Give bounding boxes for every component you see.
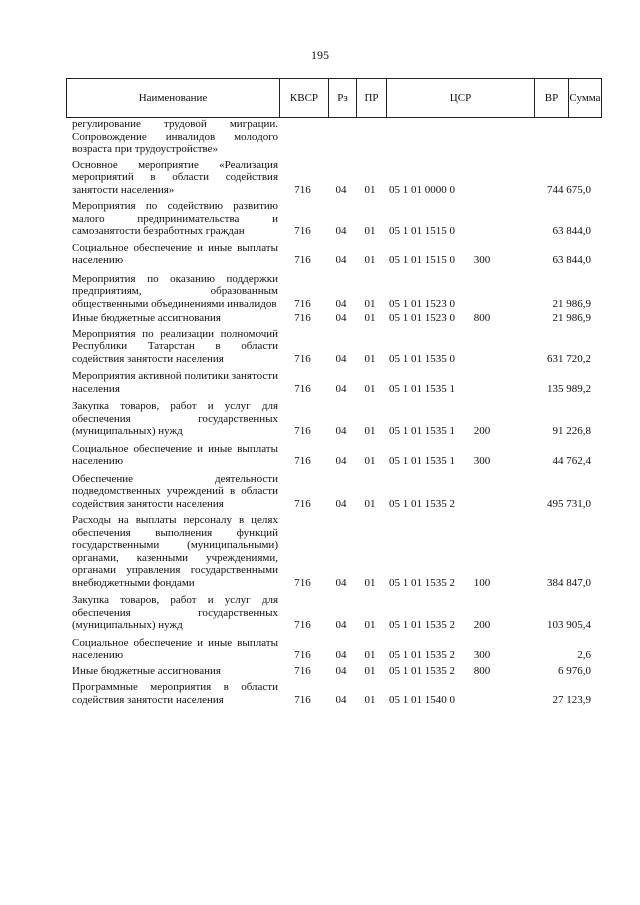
table-row: [66, 400, 602, 438]
row-sum: 135 989,2: [547, 382, 591, 395]
row-sum: 21 986,9: [552, 312, 591, 324]
header-pr: ПР: [356, 79, 386, 117]
row-sum: 495 731,0: [547, 497, 591, 510]
row-vr: 100: [473, 576, 491, 589]
table-body: [66, 118, 602, 706]
row-rz: 04: [335, 497, 347, 510]
row-csr: 05 1 01 1535 0: [389, 352, 455, 365]
row-vr: 200: [473, 425, 491, 437]
row-kvsr: 716: [294, 455, 311, 467]
row-pr: 01: [364, 254, 376, 266]
row-csr: 05 1 01 1535 2: [389, 619, 455, 631]
row-vr: 800: [473, 664, 491, 677]
row-pr: 01: [364, 352, 376, 365]
row-sum: 384 847,0: [547, 576, 591, 589]
row-rz: 04: [335, 425, 347, 437]
row-sum: 6 976,0: [558, 664, 591, 677]
row-kvsr: 716: [294, 312, 311, 324]
row-name: Иные бюджетные ассигнования: [72, 312, 221, 324]
row-name: Социальное обеспечение и иные выплаты населению: [72, 442, 278, 467]
row-name: Мероприятия активной политики занятости населения: [72, 370, 278, 395]
row-name: Расходы на выплаты персоналу в целях обеспечения выполнения функций государственными (муниципальными) органами, казенными учреждениями, органами управления государственными внебюджетными фондами: [72, 514, 278, 589]
row-rz: 04: [335, 312, 347, 324]
row-kvsr: 716: [294, 693, 311, 706]
table-row: [66, 665, 602, 678]
row-rz: 04: [335, 455, 347, 467]
row-pr: 01: [364, 664, 376, 677]
row-csr: 05 1 01 1535 2: [389, 649, 455, 661]
row-csr: 05 1 01 1535 2: [389, 576, 455, 589]
row-kvsr: 716: [294, 254, 311, 266]
row-name: Мероприятия по реализации полномочий Республики Татарстан в области содействия занятости населения: [72, 327, 278, 365]
table-row: [66, 370, 602, 395]
row-vr: 300: [473, 455, 491, 467]
table-row: [66, 159, 602, 197]
header-csr: ЦСР: [386, 79, 534, 117]
row-csr: 05 1 01 1535 2: [389, 664, 455, 677]
row-rz: 04: [335, 352, 347, 365]
row-sum: 91 226,8: [552, 425, 591, 437]
row-kvsr: 716: [294, 352, 311, 365]
table-row: [66, 443, 602, 468]
row-vr: 800: [473, 312, 491, 324]
table-row: [66, 514, 602, 589]
row-sum: 103 905,4: [547, 619, 591, 631]
row-rz: 04: [335, 649, 347, 661]
row-vr: 200: [473, 619, 491, 631]
header-kvsr: КВСР: [279, 79, 328, 117]
row-rz: 04: [335, 183, 347, 196]
row-name: Социальное обеспечение и иные выплаты населению: [72, 636, 278, 661]
row-kvsr: 716: [294, 619, 311, 631]
row-name: Мероприятия по содействию развитию малого предпринимательства и самозанятости безработных граждан: [72, 200, 278, 237]
row-rz: 04: [335, 619, 347, 631]
row-kvsr: 716: [294, 664, 311, 677]
table-row: [66, 242, 602, 267]
row-rz: 04: [335, 382, 347, 395]
row-sum: 2,6: [577, 649, 591, 661]
row-sum: 44 762,4: [552, 455, 591, 467]
table-row: [66, 328, 602, 366]
row-name: Программные мероприятия в области содействия занятости населения: [72, 681, 278, 706]
table-row: [66, 118, 602, 156]
row-sum: 63 844,0: [552, 225, 591, 237]
page-number: 195: [311, 48, 329, 62]
row-rz: 04: [335, 225, 347, 237]
row-name: Мероприятия по оказанию поддержки предприятиям, образованным общественными объединениями инвалидов: [72, 272, 278, 310]
row-csr: 05 1 01 1535 1: [389, 382, 455, 395]
header-name: Наименование: [138, 92, 208, 104]
row-rz: 04: [335, 254, 347, 266]
row-rz: 04: [335, 297, 347, 310]
row-kvsr: 716: [294, 183, 311, 196]
row-sum: 27 123,9: [552, 693, 591, 706]
row-name: Закупка товаров, работ и услуг для обеспечения государственных (муниципальных) нужд: [72, 594, 278, 631]
row-name: Социальное обеспечение и иные выплаты населению: [72, 241, 278, 266]
table-row: [66, 637, 602, 662]
row-sum: 21 986,9: [552, 297, 591, 310]
table-row: [66, 594, 602, 632]
row-csr: 05 1 01 1535 1: [389, 425, 455, 437]
header-sum: Сумма: [568, 79, 601, 117]
row-name: Основное мероприятие «Реализация мероприятий в области содействия занятости населения»: [72, 158, 278, 196]
row-csr: 05 1 01 1535 1: [389, 455, 455, 467]
row-csr: 05 1 01 1515 0: [389, 225, 455, 237]
row-kvsr: 716: [294, 576, 311, 589]
row-pr: 01: [364, 619, 376, 631]
table-row: [66, 473, 602, 511]
row-csr: 05 1 01 1523 0: [389, 312, 455, 324]
row-sum: 631 720,2: [547, 352, 591, 365]
row-name: Иные бюджетные ассигнования: [72, 664, 221, 677]
row-kvsr: 716: [294, 425, 311, 437]
row-rz: 04: [335, 693, 347, 706]
row-csr: 05 1 01 1535 2: [389, 497, 455, 510]
header-vr: ВР: [534, 79, 568, 117]
row-pr: 01: [364, 576, 376, 589]
table-row: [66, 273, 602, 311]
row-kvsr: 716: [294, 382, 311, 395]
table-row: [66, 312, 602, 325]
row-sum: 744 675,0: [547, 183, 591, 196]
row-kvsr: 716: [294, 497, 311, 510]
table-header: [66, 78, 602, 118]
header-rz: Рз: [328, 79, 356, 117]
row-pr: 01: [364, 693, 376, 706]
row-csr: 05 1 01 1540 0: [389, 693, 455, 706]
row-sum: 63 844,0: [552, 254, 591, 266]
row-vr: 300: [473, 649, 491, 661]
row-pr: 01: [364, 497, 376, 510]
row-pr: 01: [364, 455, 376, 467]
row-csr: 05 1 01 1523 0: [389, 297, 455, 310]
row-name: регулирование трудовой миграции. Сопровождение инвалидов молодого возраста при трудоустройстве»: [72, 118, 278, 155]
table-row: [66, 681, 602, 706]
row-kvsr: 716: [294, 225, 311, 237]
row-csr: 05 1 01 1515 0: [389, 254, 455, 266]
row-csr: 05 1 01 0000 0: [389, 183, 455, 196]
row-rz: 04: [335, 576, 347, 589]
table-row: [66, 200, 602, 238]
row-pr: 01: [364, 183, 376, 196]
row-pr: 01: [364, 312, 376, 324]
row-pr: 01: [364, 382, 376, 395]
row-pr: 01: [364, 649, 376, 661]
row-name: Обеспечение деятельности подведомственных учреждений в области содействия занятости населения: [72, 472, 278, 510]
row-kvsr: 716: [294, 297, 311, 310]
row-pr: 01: [364, 225, 376, 237]
row-rz: 04: [335, 664, 347, 677]
row-pr: 01: [364, 297, 376, 310]
row-name: Закупка товаров, работ и услуг для обеспечения государственных (муниципальных) нужд: [72, 400, 278, 437]
row-kvsr: 716: [294, 649, 311, 661]
row-pr: 01: [364, 425, 376, 437]
row-vr: 300: [473, 254, 491, 266]
